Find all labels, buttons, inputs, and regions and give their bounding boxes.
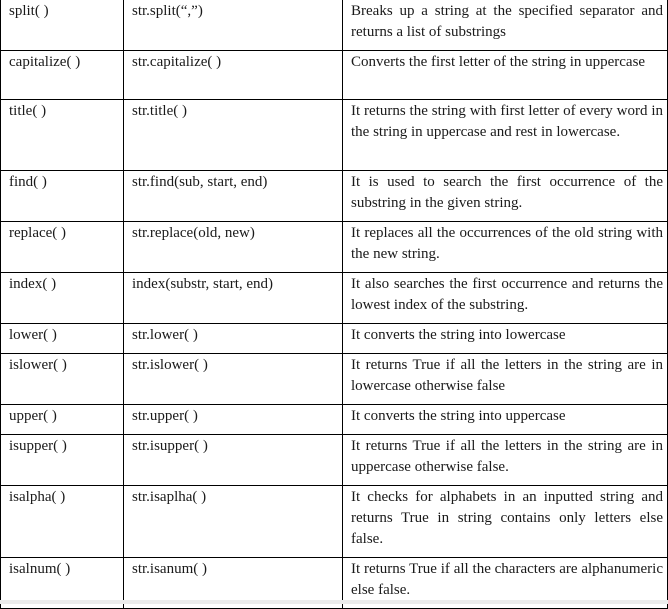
method-description-cell: It converts the string into lowercase xyxy=(343,324,668,354)
table-row xyxy=(1,486,668,558)
table-row xyxy=(1,171,668,222)
table-row xyxy=(1,324,668,354)
table-row xyxy=(1,435,668,486)
method-description-cell: It also searches the first occurrence and returns the lowest index of the substring. xyxy=(343,273,668,324)
method-name-cell: isalpha( ) xyxy=(1,486,124,558)
method-syntax-cell: str.lower( ) xyxy=(124,324,343,354)
page-bottom-strip xyxy=(0,600,668,604)
method-syntax-cell: str.isanum( ) xyxy=(124,558,343,609)
method-description-cell: Breaks up a string at the specified separator and returns a list of substrings xyxy=(343,0,668,51)
method-description-cell: It replaces all the occurrences of the old string with the new string. xyxy=(343,222,668,273)
method-syntax-cell: str.upper( ) xyxy=(124,405,343,435)
method-description-cell: It returns True if all the characters are alphanumeric else false. xyxy=(343,558,668,609)
table-row xyxy=(1,51,668,100)
method-name-cell: capitalize( ) xyxy=(1,51,124,100)
method-name-cell: isalnum( ) xyxy=(1,558,124,609)
table-row xyxy=(1,405,668,435)
method-description-cell: Converts the first letter of the string in uppercase xyxy=(343,51,668,100)
method-syntax-cell: str.split(“,”) xyxy=(124,0,343,51)
table-row xyxy=(1,0,668,51)
method-name-cell: index( ) xyxy=(1,273,124,324)
method-description-cell: It is used to search the first occurrence of the substring in the given string. xyxy=(343,171,668,222)
method-syntax-cell: str.capitalize( ) xyxy=(124,51,343,100)
method-name-cell: find( ) xyxy=(1,171,124,222)
table-row xyxy=(1,100,668,171)
method-name-cell: lower( ) xyxy=(1,324,124,354)
method-name-cell: isupper( ) xyxy=(1,435,124,486)
method-syntax-cell: str.isaplha( ) xyxy=(124,486,343,558)
method-description-cell: It checks for alphabets in an inputted string and returns True in string contains only letters else false. xyxy=(343,486,668,558)
method-syntax-cell: str.isupper( ) xyxy=(124,435,343,486)
method-name-cell: split( ) xyxy=(1,0,124,51)
method-syntax-cell: str.islower( ) xyxy=(124,354,343,405)
method-syntax-cell: index(substr, start, end) xyxy=(124,273,343,324)
method-name-cell: upper( ) xyxy=(1,405,124,435)
method-syntax-cell: str.title( ) xyxy=(124,100,343,171)
method-description-cell: It returns True if all the letters in the string are in lowercase otherwise false xyxy=(343,354,668,405)
method-name-cell: title( ) xyxy=(1,100,124,171)
table-row xyxy=(1,222,668,273)
method-name-cell: islower( ) xyxy=(1,354,124,405)
method-syntax-cell: str.find(sub, start, end) xyxy=(124,171,343,222)
table-row xyxy=(1,354,668,405)
method-name-cell: replace( ) xyxy=(1,222,124,273)
table-row xyxy=(1,273,668,324)
method-description-cell: It returns the string with first letter of every word in the string in uppercase and rest in lowercase. xyxy=(343,100,668,171)
method-description-cell: It returns True if all the letters in the string are in uppercase otherwise false. xyxy=(343,435,668,486)
method-description-cell: It converts the string into uppercase xyxy=(343,405,668,435)
method-syntax-cell: str.replace(old, new) xyxy=(124,222,343,273)
